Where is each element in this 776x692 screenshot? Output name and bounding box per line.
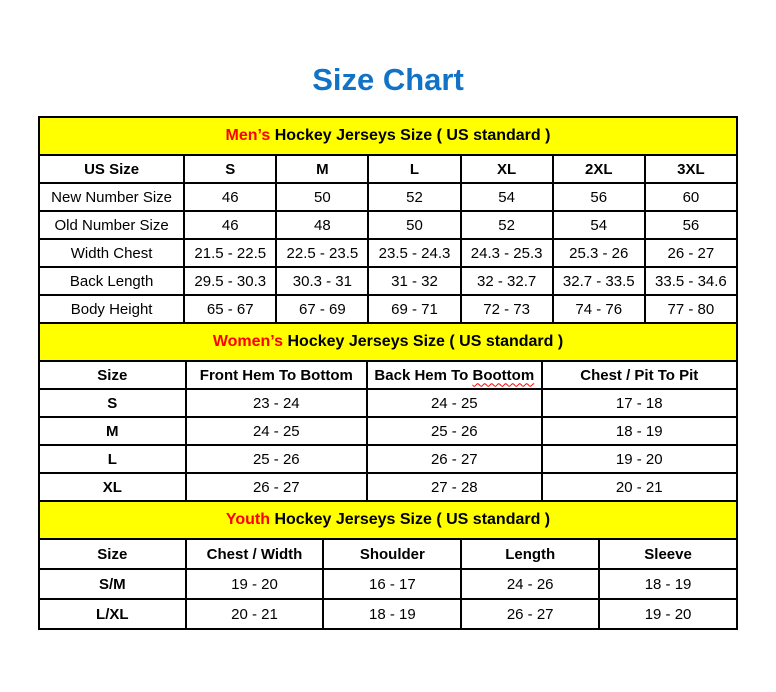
table-cell: 31 - 32 <box>368 267 460 295</box>
row-label: Width Chest <box>39 239 184 267</box>
table-cell: 50 <box>368 211 460 239</box>
column-header: Chest / Pit To Pit <box>542 361 737 389</box>
table-cell: 33.5 - 34.6 <box>645 267 737 295</box>
table-cell: 65 - 67 <box>184 295 276 323</box>
column-header: Front Hem To Bottom <box>186 361 367 389</box>
table-row <box>39 239 737 267</box>
table-cell: 72 - 73 <box>461 295 553 323</box>
size-chart <box>38 116 738 630</box>
table-row <box>39 417 737 445</box>
youth-section-header-accent: Youth <box>225 511 270 528</box>
column-header: Sleeve <box>599 539 737 569</box>
table-cell: 48 <box>276 211 368 239</box>
table-cell: 20 - 21 <box>186 599 324 629</box>
womens-size-table <box>38 360 738 502</box>
table-cell: 52 <box>461 211 553 239</box>
column-header: Length <box>461 539 599 569</box>
table-cell: 24 - 25 <box>367 389 542 417</box>
table-row <box>39 569 737 599</box>
table-cell: 25.3 - 26 <box>553 239 645 267</box>
table-cell: 27 - 28 <box>367 473 542 501</box>
mens-section-header-accent: Men’s <box>225 127 271 144</box>
youth-size-table <box>38 538 738 630</box>
row-label: New Number Size <box>39 183 184 211</box>
table-row <box>39 599 737 629</box>
column-header: Size <box>39 539 186 569</box>
column-header: Size <box>39 361 186 389</box>
table-cell: 46 <box>184 183 276 211</box>
table-cell: 54 <box>461 183 553 211</box>
table-cell: 19 - 20 <box>542 445 737 473</box>
column-header: S <box>184 155 276 183</box>
row-label: Back Length <box>39 267 184 295</box>
row-label: XL <box>39 473 186 501</box>
youth-section-header <box>38 500 738 540</box>
mens-header-row <box>39 155 737 183</box>
misspelled-word-squiggle: Boottom <box>472 366 535 384</box>
column-header: Chest / Width <box>186 539 324 569</box>
table-cell: 26 - 27 <box>367 445 542 473</box>
table-cell: 18 - 19 <box>323 599 461 629</box>
table-row <box>39 183 737 211</box>
table-cell: 26 - 27 <box>645 239 737 267</box>
column-header-prefix: Back Hem To <box>374 366 473 384</box>
table-cell: 30.3 - 31 <box>276 267 368 295</box>
table-cell: 24 - 26 <box>461 569 599 599</box>
youth-header-row <box>39 539 737 569</box>
table-row <box>39 473 737 501</box>
table-cell: 22.5 - 23.5 <box>276 239 368 267</box>
womens-section-header-text: Hockey Jerseys Size ( US standard ) <box>283 333 564 350</box>
table-cell: 18 - 19 <box>542 417 737 445</box>
table-cell: 29.5 - 30.3 <box>184 267 276 295</box>
table-cell: 21.5 - 22.5 <box>184 239 276 267</box>
column-header-misspelled <box>367 361 542 389</box>
table-cell: 60 <box>645 183 737 211</box>
row-label: L/XL <box>39 599 186 629</box>
table-row <box>39 389 737 417</box>
table-cell: 56 <box>645 211 737 239</box>
table-cell: 26 - 27 <box>461 599 599 629</box>
table-cell: 69 - 71 <box>368 295 460 323</box>
table-cell: 19 - 20 <box>599 599 737 629</box>
table-row <box>39 295 737 323</box>
table-cell: 20 - 21 <box>542 473 737 501</box>
table-cell: 23 - 24 <box>186 389 367 417</box>
table-cell: 74 - 76 <box>553 295 645 323</box>
mens-section-header <box>38 116 738 156</box>
column-header: 2XL <box>553 155 645 183</box>
mens-section-header-text: Hockey Jerseys Size ( US standard ) <box>270 127 551 144</box>
table-cell: 46 <box>184 211 276 239</box>
table-cell: 23.5 - 24.3 <box>368 239 460 267</box>
table-cell: 56 <box>553 183 645 211</box>
womens-header-row <box>39 361 737 389</box>
table-cell: 24.3 - 25.3 <box>461 239 553 267</box>
row-label: Body Height <box>39 295 184 323</box>
table-cell: 32.7 - 33.5 <box>553 267 645 295</box>
row-label: Old Number Size <box>39 211 184 239</box>
table-row <box>39 445 737 473</box>
column-header: XL <box>461 155 553 183</box>
table-cell: 24 - 25 <box>186 417 367 445</box>
table-cell: 25 - 26 <box>367 417 542 445</box>
table-cell: 77 - 80 <box>645 295 737 323</box>
mens-size-table <box>38 154 738 324</box>
row-label: S <box>39 389 186 417</box>
youth-section-header-text: Hockey Jerseys Size ( US standard ) <box>270 511 551 528</box>
table-row <box>39 211 737 239</box>
column-header: Shoulder <box>323 539 461 569</box>
table-cell: 54 <box>553 211 645 239</box>
table-cell: 16 - 17 <box>323 569 461 599</box>
table-cell: 50 <box>276 183 368 211</box>
table-cell: 52 <box>368 183 460 211</box>
table-cell: 25 - 26 <box>186 445 367 473</box>
table-cell: 32 - 32.7 <box>461 267 553 295</box>
womens-section-header <box>38 322 738 362</box>
column-header: L <box>368 155 460 183</box>
page-title: Size Chart <box>312 62 464 97</box>
table-cell: 17 - 18 <box>542 389 737 417</box>
column-header: US Size <box>39 155 184 183</box>
table-cell: 67 - 69 <box>276 295 368 323</box>
table-cell: 26 - 27 <box>186 473 367 501</box>
row-label: S/M <box>39 569 186 599</box>
table-cell: 19 - 20 <box>186 569 324 599</box>
womens-section-header-accent: Women’s <box>212 333 284 350</box>
row-label: L <box>39 445 186 473</box>
row-label: M <box>39 417 186 445</box>
column-header: M <box>276 155 368 183</box>
table-row <box>39 267 737 295</box>
column-header: 3XL <box>645 155 737 183</box>
table-cell: 18 - 19 <box>599 569 737 599</box>
